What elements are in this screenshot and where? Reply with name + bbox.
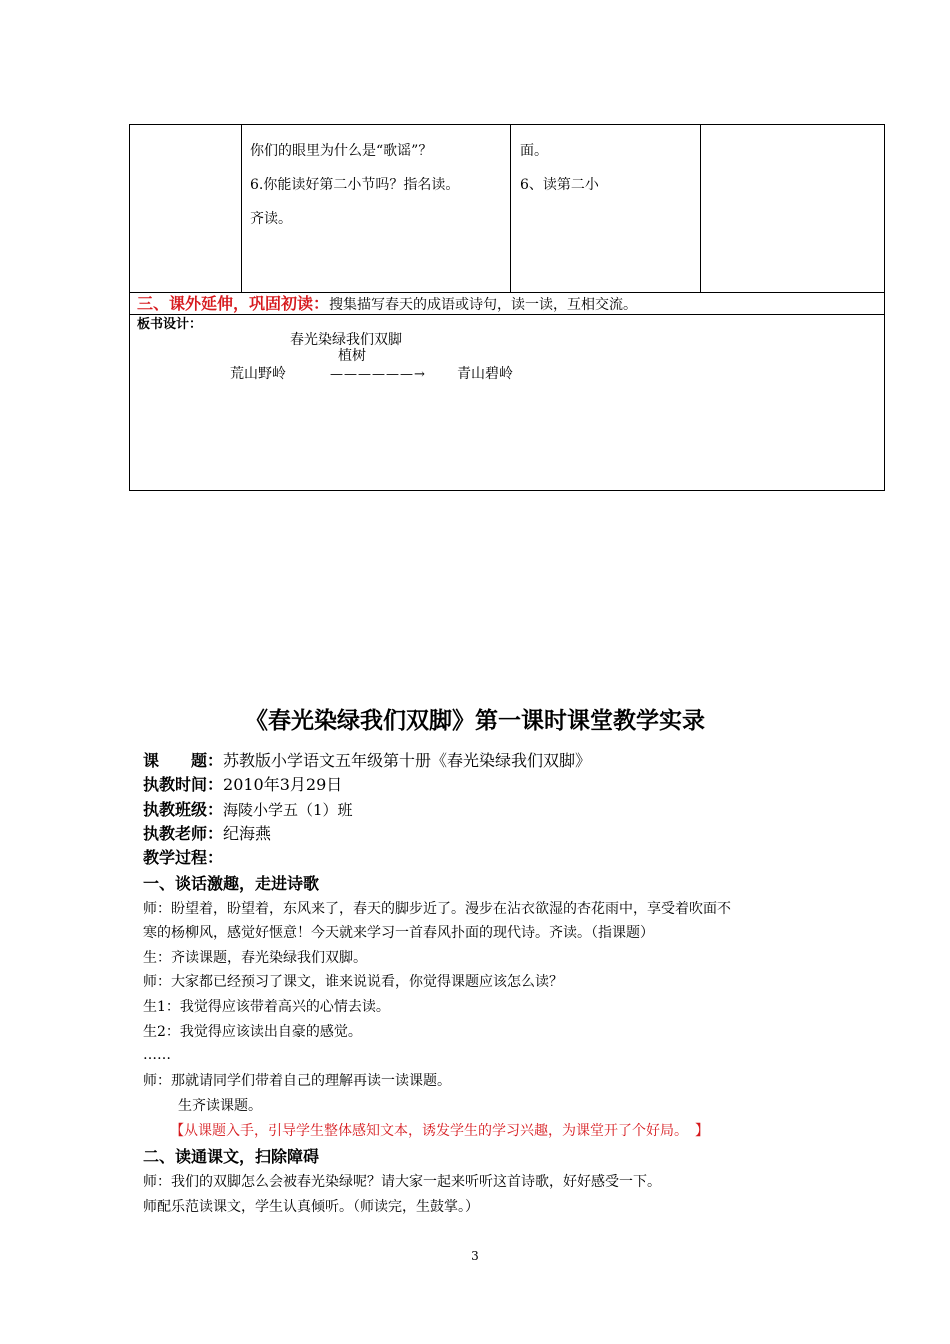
extension-text: 搜集描写春天的成语或诗句，读一读，互相交流。 [329, 297, 638, 313]
meta-label: 教学过程： [143, 848, 224, 867]
board-arrow: ——————→ [330, 367, 426, 382]
meta-value: 海陵小学五（1）班 [223, 801, 353, 819]
table-col-divider [241, 124, 242, 293]
paragraph-line: 生：齐读课题，春光染绿我们双脚。 [143, 950, 367, 966]
cell-line: 6、读第二小 [520, 177, 599, 193]
table-border-right [884, 124, 885, 491]
cell-line: 6.你能读好第二小节吗？指名读。 [250, 177, 460, 193]
page-number: 3 [471, 1249, 479, 1263]
board-right-term: 青山碧岭 [457, 366, 513, 382]
meta-topic [143, 750, 591, 772]
section-heading-1: 一、谈话激趣，走进诗歌 [143, 874, 320, 893]
table-border-bottom [129, 490, 885, 491]
meta-label: 执教班级： [143, 800, 224, 819]
table-border-top [129, 124, 885, 125]
cell-line: 齐读。 [250, 211, 292, 227]
table-row-divider [129, 292, 885, 293]
meta-value: 苏教版小学语文五年级第十册《春光染绿我们双脚》 [223, 751, 592, 770]
meta-time [143, 774, 342, 796]
table-col-divider [700, 124, 701, 293]
extension-heading: 三、课外延伸，巩固初读： [137, 294, 330, 313]
board-title: 春光染绿我们双脚 [290, 332, 402, 348]
meta-value: 2010年3月29日 [223, 775, 343, 794]
paragraph-line: 师：盼望着，盼望着，东风来了，春天的脚步近了。漫步在沾衣欲湿的杏花雨中，享受着吹面不 [143, 901, 731, 917]
paragraph-line: 生2：我觉得应该读出自豪的感觉。 [143, 1024, 362, 1040]
paragraph-line: 师：我们的双脚怎么会被春光染绿呢？请大家一起来听听这首诗歌，好好感受一下。 [143, 1174, 661, 1190]
paragraph-line: 师：大家都已经预习了课文，谁来说说看，你觉得课题应该怎么读？ [143, 974, 563, 990]
meta-label: 执教时间： [143, 775, 224, 794]
paragraph-line: 师配乐范读课文，学生认真倾听。（师读完，生鼓掌。） [143, 1199, 479, 1215]
meta-value: 纪海燕 [223, 824, 272, 843]
meta-class [143, 799, 353, 821]
paragraph-line: 生齐读课题。 [178, 1098, 262, 1114]
teacher-comment: 【从课题入手，引导学生整体感知文本，诱发学生的学习兴趣，为课堂开了个好局。 】 [170, 1123, 709, 1139]
paragraph-line: 师：那就请同学们带着自己的理解再读一读课题。 [143, 1073, 451, 1089]
meta-teacher [143, 823, 271, 845]
meta-process [143, 847, 223, 869]
student-activity-cell [520, 126, 696, 211]
section-heading-2: 二、读通课文，扫除障碍 [143, 1147, 320, 1166]
meta-label: 执教老师： [143, 824, 224, 843]
record-title: 《春光染绿我们双脚》第一课时课堂教学实录 [245, 708, 705, 734]
paragraph-line: …… [143, 1047, 171, 1063]
teacher-activity-cell [250, 126, 506, 245]
meta-label: 课 题： [143, 751, 224, 770]
board-design-label: 板书设计： [137, 317, 203, 332]
paragraph-line: 寒的杨柳风，感觉好惬意！今天就来学习一首春风扑面的现代诗。齐读。（指课题） [143, 925, 654, 941]
board-subtitle: 植树 [338, 348, 366, 364]
cell-line: 你们的眼里为什么是“歌谣”？ [250, 143, 433, 159]
table-border-left [129, 124, 130, 491]
extension-row [137, 294, 637, 315]
board-left-term: 荒山野岭 [230, 366, 286, 382]
paragraph-line: 生1：我觉得应该带着高兴的心情去读。 [143, 999, 390, 1015]
table-col-divider [510, 124, 511, 293]
cell-line: 面。 [520, 143, 548, 159]
